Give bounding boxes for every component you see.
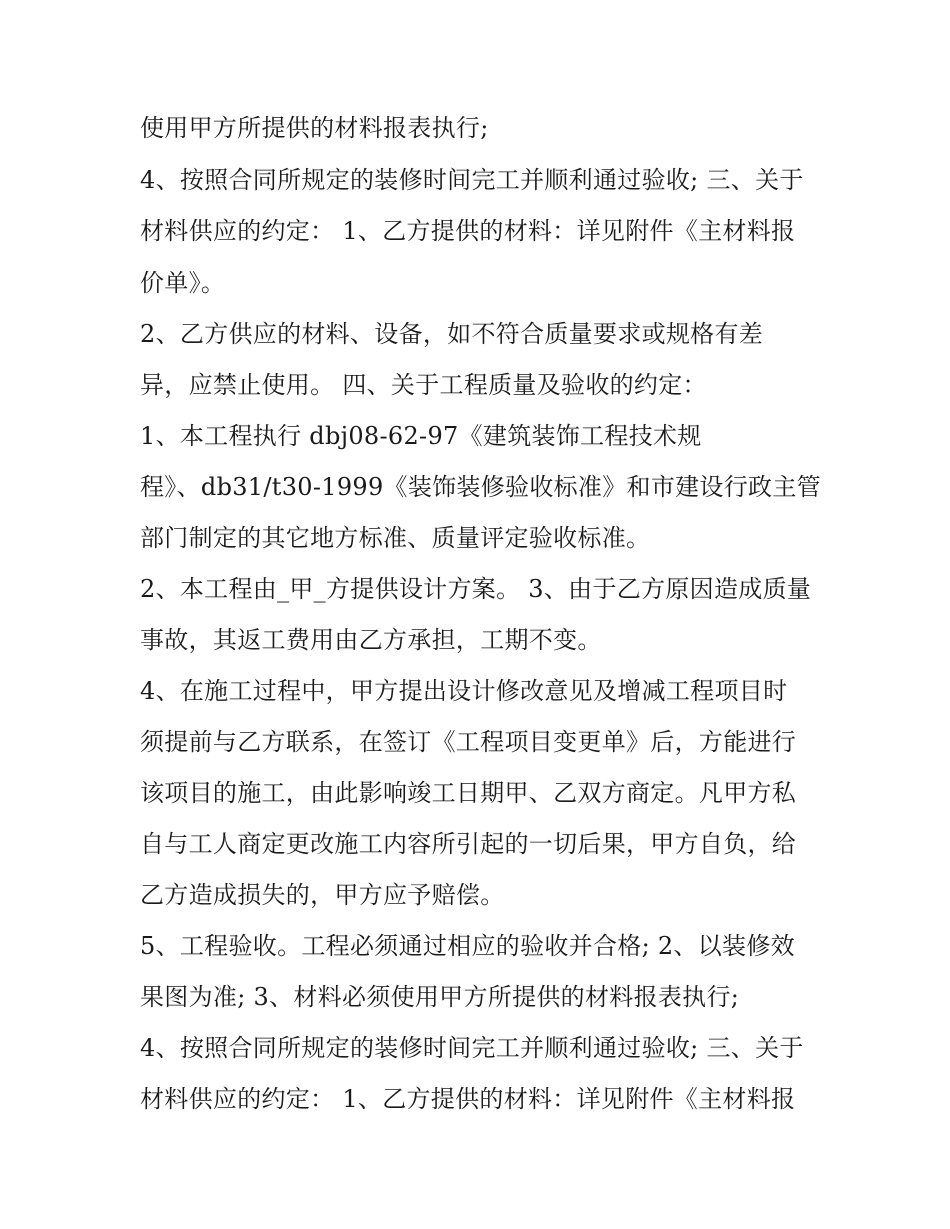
text-line: 该项目的施工，由此影响竣工日期甲、乙双方商定。凡甲方私 xyxy=(140,779,797,807)
text-line: 程》、db31/t30-1999《装饰装修验收标准》和市建设行政主管 xyxy=(140,473,821,501)
text-line: 异，应禁止使用。 四、关于工程质量及验收的约定： xyxy=(140,371,707,399)
text-line: 4、按照合同所规定的装修时间完工并顺利通过验收; 三、关于 xyxy=(140,166,804,194)
text-line: 部门制定的其它地方标准、质量评定验收标准。 xyxy=(140,524,651,552)
text-line: 4、按照合同所规定的装修时间完工并顺利通过验收; 三、关于 xyxy=(140,1034,804,1062)
text-line: 价单》。 xyxy=(140,269,226,297)
text-line: 自与工人商定更改施工内容所引起的一切后果，甲方自负，给 xyxy=(140,830,797,858)
text-line: 须提前与乙方联系，在签订《工程项目变更单》后，方能进行 xyxy=(140,728,797,756)
text-line: 4、在施工过程中，甲方提出设计修改意见及增减工程项目时 xyxy=(140,677,788,705)
text-line: 事故，其返工费用由乙方承担，工期不变。 xyxy=(140,626,602,654)
text-line: 2、乙方供应的材料、设备，如不符合质量要求或规格有差 xyxy=(140,320,764,348)
text-line: 2、本工程由_甲_方提供设计方案。 3、由于乙方原因造成质量 xyxy=(140,575,812,603)
text-line: 5、工程验收。工程必须通过相应的验收并合格; 2、以装修效 xyxy=(140,932,795,960)
text-line: 使用甲方所提供的材料报表执行; xyxy=(140,114,489,142)
text-line: 果图为准; 3、材料必须使用甲方所提供的材料报表执行; xyxy=(140,983,740,1011)
text-line: 乙方造成损失的，甲方应予赔偿。 xyxy=(140,881,505,909)
text-line: 材料供应的约定： 1、乙方提供的材料：详见附件《主材料报 xyxy=(140,1085,796,1113)
text-line: 材料供应的约定： 1、乙方提供的材料：详见附件《主材料报 xyxy=(140,217,796,245)
text-line: 1、本工程执行 dbj08-62-97《建筑装饰工程技术规 xyxy=(140,422,702,450)
